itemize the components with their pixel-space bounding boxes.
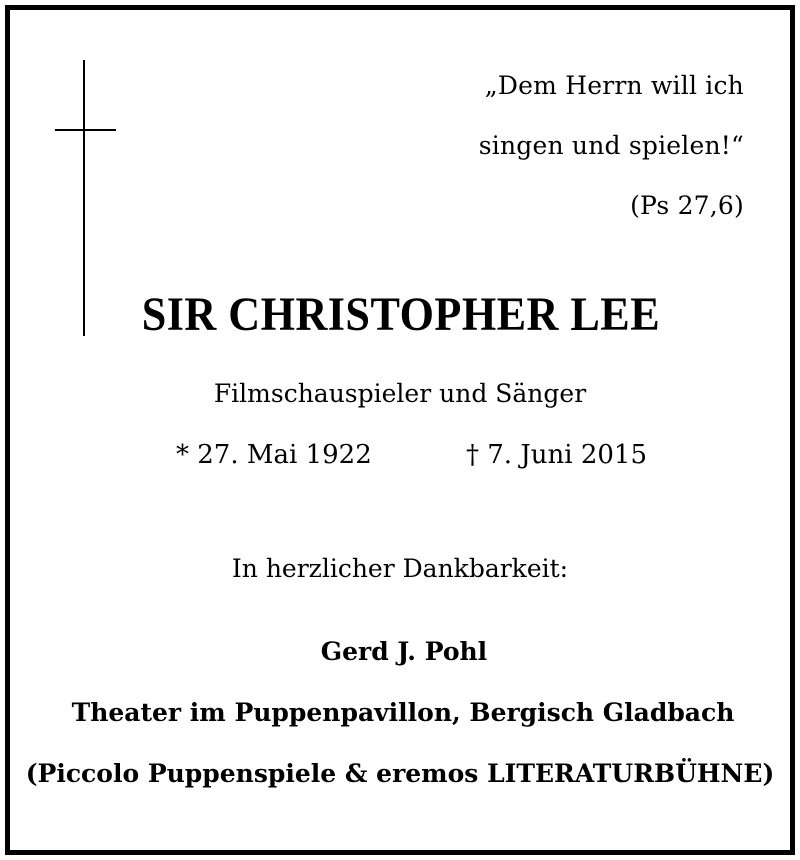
profession: Filmschauspieler und Sänger — [213, 379, 587, 408]
cross-horizontal-bar — [55, 129, 116, 131]
quote-reference: (Ps 27,6) — [630, 191, 744, 220]
death-date: † 7. Juni 2015 — [466, 440, 647, 470]
birth-date: * 27. Mai 1922 — [176, 440, 372, 470]
signer-organization: Theater im Puppenpavillon, Bergisch Gladbach — [71, 698, 735, 727]
signer-name: Gerd J. Pohl — [320, 637, 488, 666]
psalm-quote — [479, 56, 744, 236]
quote-line-2: singen und spielen!“ — [478, 131, 744, 160]
deceased-name: SIR CHRISTOPHER LEE — [141, 288, 661, 341]
thanks-line: In herzlicher Dankbarkeit: — [231, 554, 569, 583]
quote-line-1: „Dem Herrn will ich — [484, 71, 744, 100]
signer-affiliation: (Piccolo Puppenspiele & eremos LITERATURBÜHNE) — [25, 759, 775, 788]
